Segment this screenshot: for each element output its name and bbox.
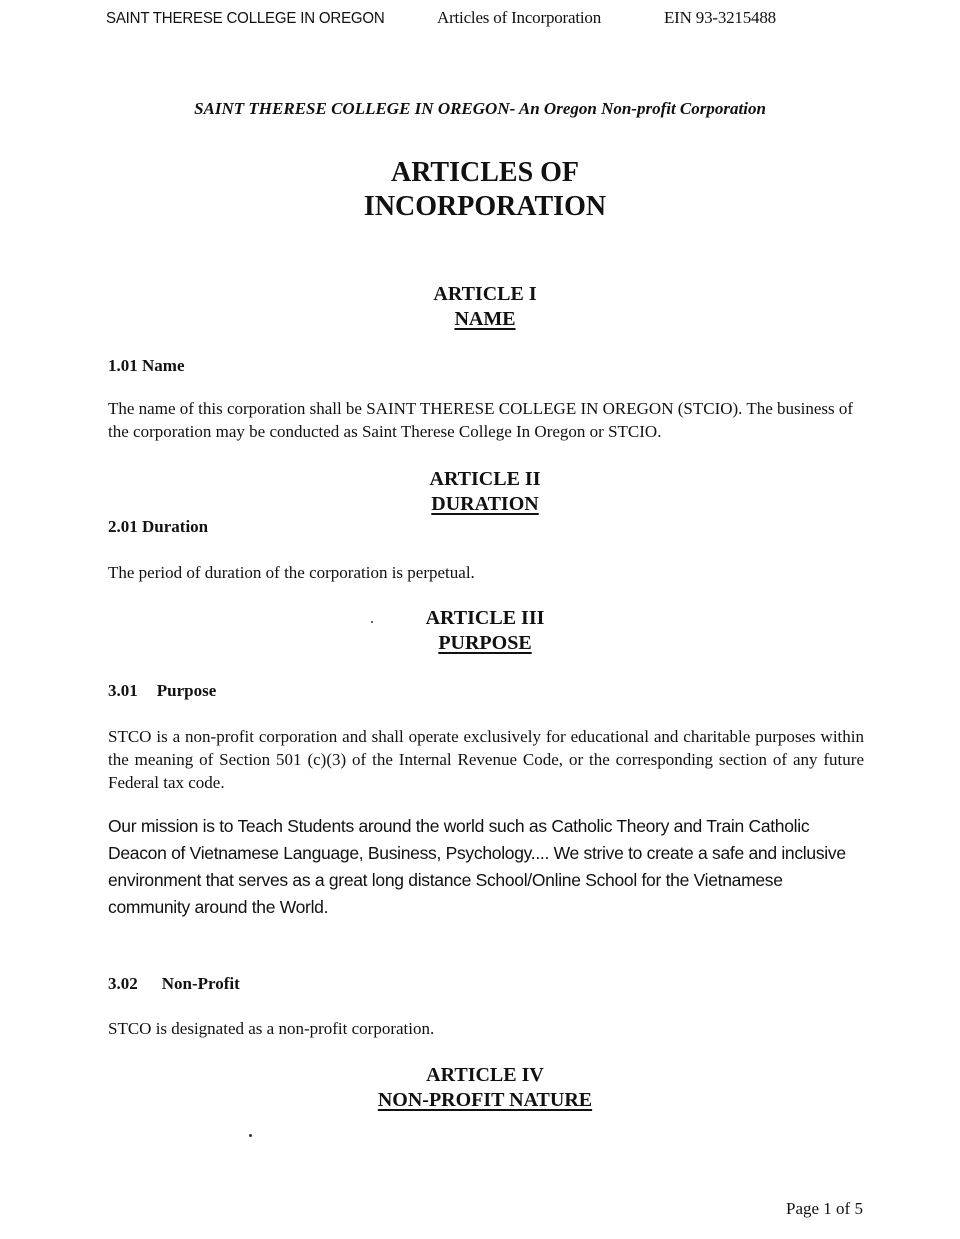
document-subtitle: SAINT THERESE COLLEGE IN OREGON- An Oregon Non-profit Corporation — [194, 99, 766, 118]
page-number: Page 1 of 5 — [786, 1199, 863, 1218]
article-3-name: PURPOSE — [438, 632, 532, 654]
section-1-01-text: The name of this corporation shall be SAINT THERESE COLLEGE IN OREGON (STCIO). The business of the corporation may be conducted as Saint Therese College In Oregon or STCIO. — [108, 399, 854, 441]
article-2-number: ARTICLE II — [429, 468, 541, 490]
section-3-01-text: STCO is a non-profit corporation and shall operate exclusively for educational and charitable purposes within the meaning of Section 501 (c)(3) of the Internal Revenue Code, or the corresponding section of any future Federal tax code. — [108, 727, 864, 792]
scan-speck — [249, 1134, 252, 1137]
section-3-01-number: 3.01 — [108, 681, 138, 700]
document-title — [0, 156, 960, 224]
section-2-01-heading: 2.01 Duration — [108, 517, 209, 536]
section-3-01-title: Purpose — [156, 681, 217, 700]
article-1-heading — [0, 282, 960, 332]
mission-statement: Our mission is to Teach Students around the world such as Catholic Theory and Train Catholic Deacon of Vietnamese Language, Business, Psychology.... We strive to create a safe and inclusive environment that serves as a great long distance School/Online School for the Vietnamese community around the World. — [108, 816, 846, 917]
article-4-name: NON-PROFIT NATURE — [377, 1089, 593, 1111]
article-3-heading — [0, 606, 960, 656]
running-header — [106, 8, 402, 28]
section-3-02-text: STCO is designated as a non-profit corporation. — [108, 1019, 435, 1038]
article-1-number: ARTICLE I — [433, 283, 537, 305]
section-3-02-heading — [108, 974, 240, 994]
article-3-number: ARTICLE III — [425, 607, 545, 629]
article-2-name: DURATION — [431, 493, 539, 515]
article-2-heading — [0, 467, 960, 517]
title-line-1: ARTICLES OF — [390, 157, 580, 188]
section-3-02-number: 3.02 — [108, 974, 138, 993]
section-2-01-text: The period of duration of the corporation is perpetual. — [108, 563, 475, 582]
section-1-01-heading: 1.01 Name — [108, 356, 185, 375]
article-4-number: ARTICLE IV — [426, 1064, 544, 1086]
header-org-name: SAINT THERESE COLLEGE IN OREGON — [106, 10, 385, 27]
section-3-02-title: Non-Profit — [161, 974, 240, 993]
section-3-01-heading — [108, 681, 216, 701]
header-doc-name: Articles of Incorporation — [437, 8, 601, 27]
article-1-name: NAME — [454, 308, 516, 330]
title-line-2: INCORPORATION — [363, 191, 607, 222]
article-4-heading — [0, 1063, 960, 1113]
header-ein: EIN 93-3215488 — [664, 8, 776, 27]
